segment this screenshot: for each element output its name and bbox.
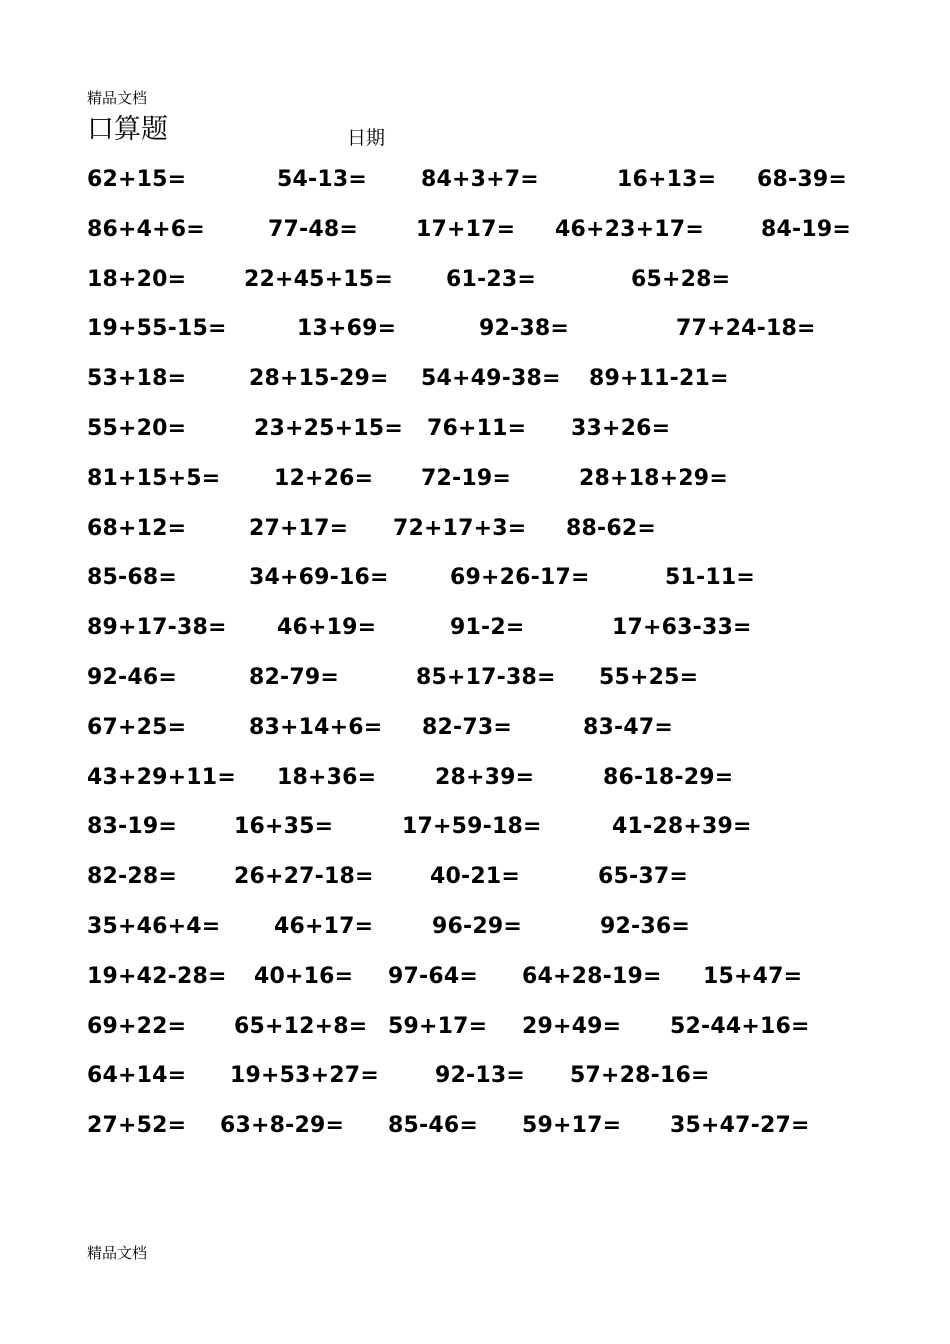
arithmetic-problem: 67+25=: [87, 715, 187, 740]
arithmetic-problem: 23+25+15=: [254, 416, 403, 441]
arithmetic-problem: 34+69-16=: [249, 565, 389, 590]
arithmetic-problem: 17+63-33=: [612, 615, 752, 640]
arithmetic-problem: 85-68=: [87, 565, 177, 590]
arithmetic-problem: 85-46=: [388, 1113, 478, 1138]
arithmetic-problem: 57+28-16=: [570, 1063, 710, 1088]
arithmetic-problem: 18+20=: [87, 267, 187, 292]
header-watermark: 精品文档: [87, 89, 148, 107]
arithmetic-problem: 65+28=: [631, 267, 731, 292]
arithmetic-problem: 89+11-21=: [589, 366, 729, 391]
arithmetic-problem: 82-28=: [87, 864, 177, 889]
arithmetic-problem: 41-28+39=: [612, 814, 752, 839]
arithmetic-problem: 46+17=: [274, 914, 374, 939]
arithmetic-problem: 55+25=: [599, 665, 699, 690]
arithmetic-problem: 91-2=: [450, 615, 525, 640]
arithmetic-problem: 46+19=: [277, 615, 377, 640]
arithmetic-problem: 33+26=: [571, 416, 671, 441]
arithmetic-problem: 68+12=: [87, 516, 187, 541]
arithmetic-problem: 92-36=: [600, 914, 690, 939]
arithmetic-problem: 28+39=: [435, 765, 535, 790]
date-label: 日期: [347, 127, 386, 149]
arithmetic-problem: 54+49-38=: [421, 366, 561, 391]
arithmetic-problem: 59+17=: [522, 1113, 622, 1138]
arithmetic-problem: 13+69=: [297, 316, 397, 341]
arithmetic-problem: 15+47=: [703, 964, 803, 989]
arithmetic-problem: 88-62=: [566, 516, 656, 541]
arithmetic-problem: 51-11=: [665, 565, 755, 590]
arithmetic-problem: 59+17=: [388, 1014, 488, 1039]
arithmetic-problem: 69+26-17=: [450, 565, 590, 590]
arithmetic-problem: 28+15-29=: [249, 366, 389, 391]
arithmetic-problem: 72-19=: [421, 466, 511, 491]
arithmetic-problem: 64+28-19=: [522, 964, 662, 989]
arithmetic-problem: 77+24-18=: [676, 316, 816, 341]
arithmetic-problem: 76+11=: [427, 416, 527, 441]
arithmetic-problem: 69+22=: [87, 1014, 187, 1039]
arithmetic-problem: 27+52=: [87, 1113, 187, 1138]
arithmetic-problem: 12+26=: [274, 466, 374, 491]
arithmetic-problem: 64+14=: [87, 1063, 187, 1088]
arithmetic-problem: 19+42-28=: [87, 964, 227, 989]
arithmetic-problem: 92-13=: [435, 1063, 525, 1088]
arithmetic-problem: 16+35=: [234, 814, 334, 839]
arithmetic-problem: 65-37=: [598, 864, 688, 889]
arithmetic-problem: 83-47=: [583, 715, 673, 740]
arithmetic-problem: 61-23=: [446, 267, 536, 292]
arithmetic-problem: 72+17+3=: [393, 516, 527, 541]
arithmetic-problem: 83+14+6=: [249, 715, 383, 740]
arithmetic-problem: 40-21=: [430, 864, 520, 889]
arithmetic-problem: 83-19=: [87, 814, 177, 839]
arithmetic-problem: 85+17-38=: [416, 665, 556, 690]
arithmetic-problem: 53+18=: [87, 366, 187, 391]
arithmetic-problem: 35+46+4=: [87, 914, 221, 939]
arithmetic-problem: 16+13=: [617, 167, 717, 192]
arithmetic-problem: 89+17-38=: [87, 615, 227, 640]
arithmetic-problem: 97-64=: [388, 964, 478, 989]
arithmetic-problem: 55+20=: [87, 416, 187, 441]
arithmetic-problem: 84+3+7=: [421, 167, 539, 192]
arithmetic-problem: 92-38=: [479, 316, 569, 341]
arithmetic-problem: 18+36=: [277, 765, 377, 790]
arithmetic-problem: 65+12+8=: [234, 1014, 368, 1039]
arithmetic-problem: 52-44+16=: [670, 1014, 810, 1039]
footer-watermark: 精品文档: [87, 1244, 148, 1262]
arithmetic-problem: 63+8-29=: [220, 1113, 345, 1138]
arithmetic-problem: 81+15+5=: [87, 466, 221, 491]
arithmetic-problem: 19+53+27=: [230, 1063, 379, 1088]
arithmetic-problem: 17+17=: [416, 217, 516, 242]
arithmetic-problem: 82-73=: [422, 715, 512, 740]
arithmetic-problem: 77-48=: [268, 217, 358, 242]
arithmetic-problem: 35+47-27=: [670, 1113, 810, 1138]
arithmetic-problem: 84-19=: [761, 217, 851, 242]
arithmetic-problem: 28+18+29=: [579, 466, 728, 491]
arithmetic-problem: 26+27-18=: [234, 864, 374, 889]
arithmetic-problem: 54-13=: [277, 167, 367, 192]
arithmetic-problem: 19+55-15=: [87, 316, 227, 341]
arithmetic-problem: 17+59-18=: [402, 814, 542, 839]
arithmetic-problem: 82-79=: [249, 665, 339, 690]
arithmetic-problem: 40+16=: [254, 964, 354, 989]
arithmetic-problem: 22+45+15=: [244, 267, 393, 292]
arithmetic-problem: 68-39=: [757, 167, 847, 192]
arithmetic-problem: 92-46=: [87, 665, 177, 690]
arithmetic-problem: 29+49=: [522, 1014, 622, 1039]
arithmetic-problem: 86-18-29=: [603, 765, 734, 790]
arithmetic-problem: 96-29=: [432, 914, 522, 939]
page-title: 口算题: [87, 114, 168, 145]
arithmetic-problem: 46+23+17=: [555, 217, 704, 242]
arithmetic-problem: 43+29+11=: [87, 765, 236, 790]
arithmetic-problem: 86+4+6=: [87, 217, 205, 242]
arithmetic-problem: 27+17=: [249, 516, 349, 541]
arithmetic-problem: 62+15=: [87, 167, 187, 192]
